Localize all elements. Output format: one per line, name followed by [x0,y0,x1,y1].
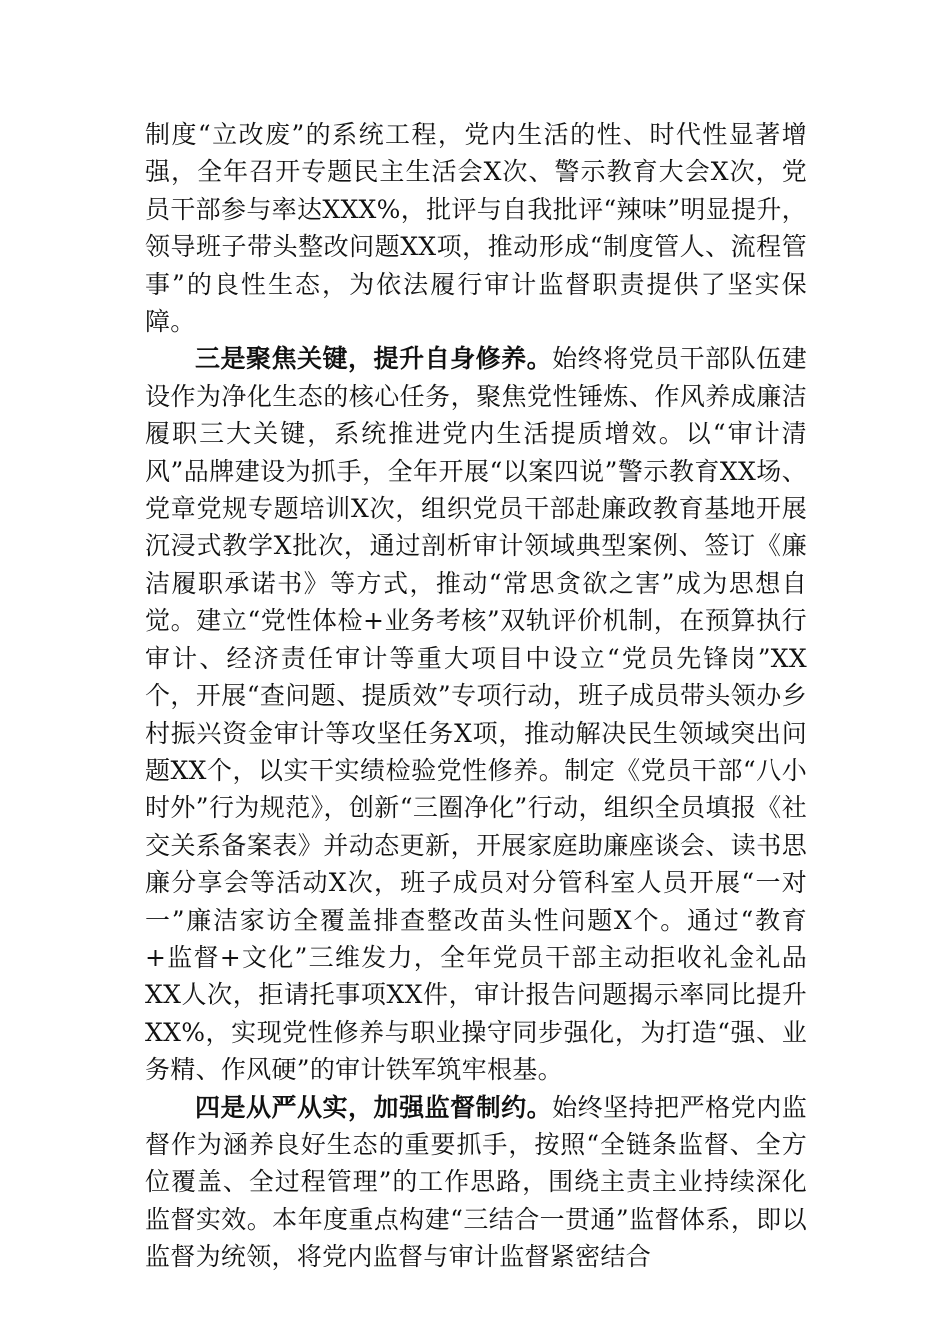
section-heading-four: 四是从严从实，加强监督制约。 [195,1092,553,1122]
section-heading-three: 三是聚焦关键，提升自身修养。 [195,344,553,374]
paragraph-text: 始终将党员干部队伍建设作为净化生态的核心任务，聚焦党性锤炼、作风养成廉洁履职三大关键，系统推进党内生活提质增效。以“审计清风”品牌建设为抓手，全年开展“以案四说”警示教育XX场、党章党规专题培训X次，组织党员干部赴廉政教育基地开展沉浸式教学X批次，通过剖析审计领域典型案例、签订《廉洁履职承诺书》等方式，推动“常思贪欲之害”成为思想自觉。建立“党性体检+业务考核”双轨评价机制，在预算执行审计、经济责任审计等重大项目中设立“党员先锋岗”XX个，开展“查问题、提质效”专项行动，班子成员带头领办乡村振兴资金审计等攻坚任务X项，推动解决民生领域突出问题XX个，以实干实绩检验党性修养。制定《党员干部“八小时外”行为规范》，创新“三圈净化”行动，组织全员填报《社交关系备案表》并动态更新，开展家庭助廉座谈会、读书思廉分享会等活动X次，班子成员对分管科室人员开展“一对一”廉洁家访全覆盖排查整改苗头性问题X个。通过“教育+监督+文化”三维发力，全年党员干部主动拒收礼金礼品XX人次，拒请托事项XX件，审计报告问题揭示率同比提升XX%，实现党性修养与职业操守同步强化，为打造“强、业务精、作风硬”的审计铁军筑牢根基。 [145,344,807,1085]
paragraph-section-three [145,340,807,1088]
paragraph-text: 始终坚持把严格党内监督作为涵养良好生态的重要抓手，按照“全链条监督、全方位覆盖、全过程管理”的工作思路，围绕主责主业持续深化监督实效。本年度重点构建“三结合一贯通”监督体系，即以监督为统领，将党内监督与审计监督紧密结合 [145,1092,807,1272]
paragraph-section-four [145,1089,807,1276]
document-body [145,116,807,1276]
paragraph-text: 制度“立改废”的系统工程，党内生活的性、时代性显著增强，全年召开专题民主生活会X次、警示教育大会X次，党员干部参与率达XXX%，批评与自我批评“辣味”明显提升，领导班子带头整改问题XX项，推动形成“制度管人、流程管事”的良性生态，为依法履行审计监督职责提供了坚实保障。 [145,120,807,337]
paragraph-continuation [145,116,807,340]
